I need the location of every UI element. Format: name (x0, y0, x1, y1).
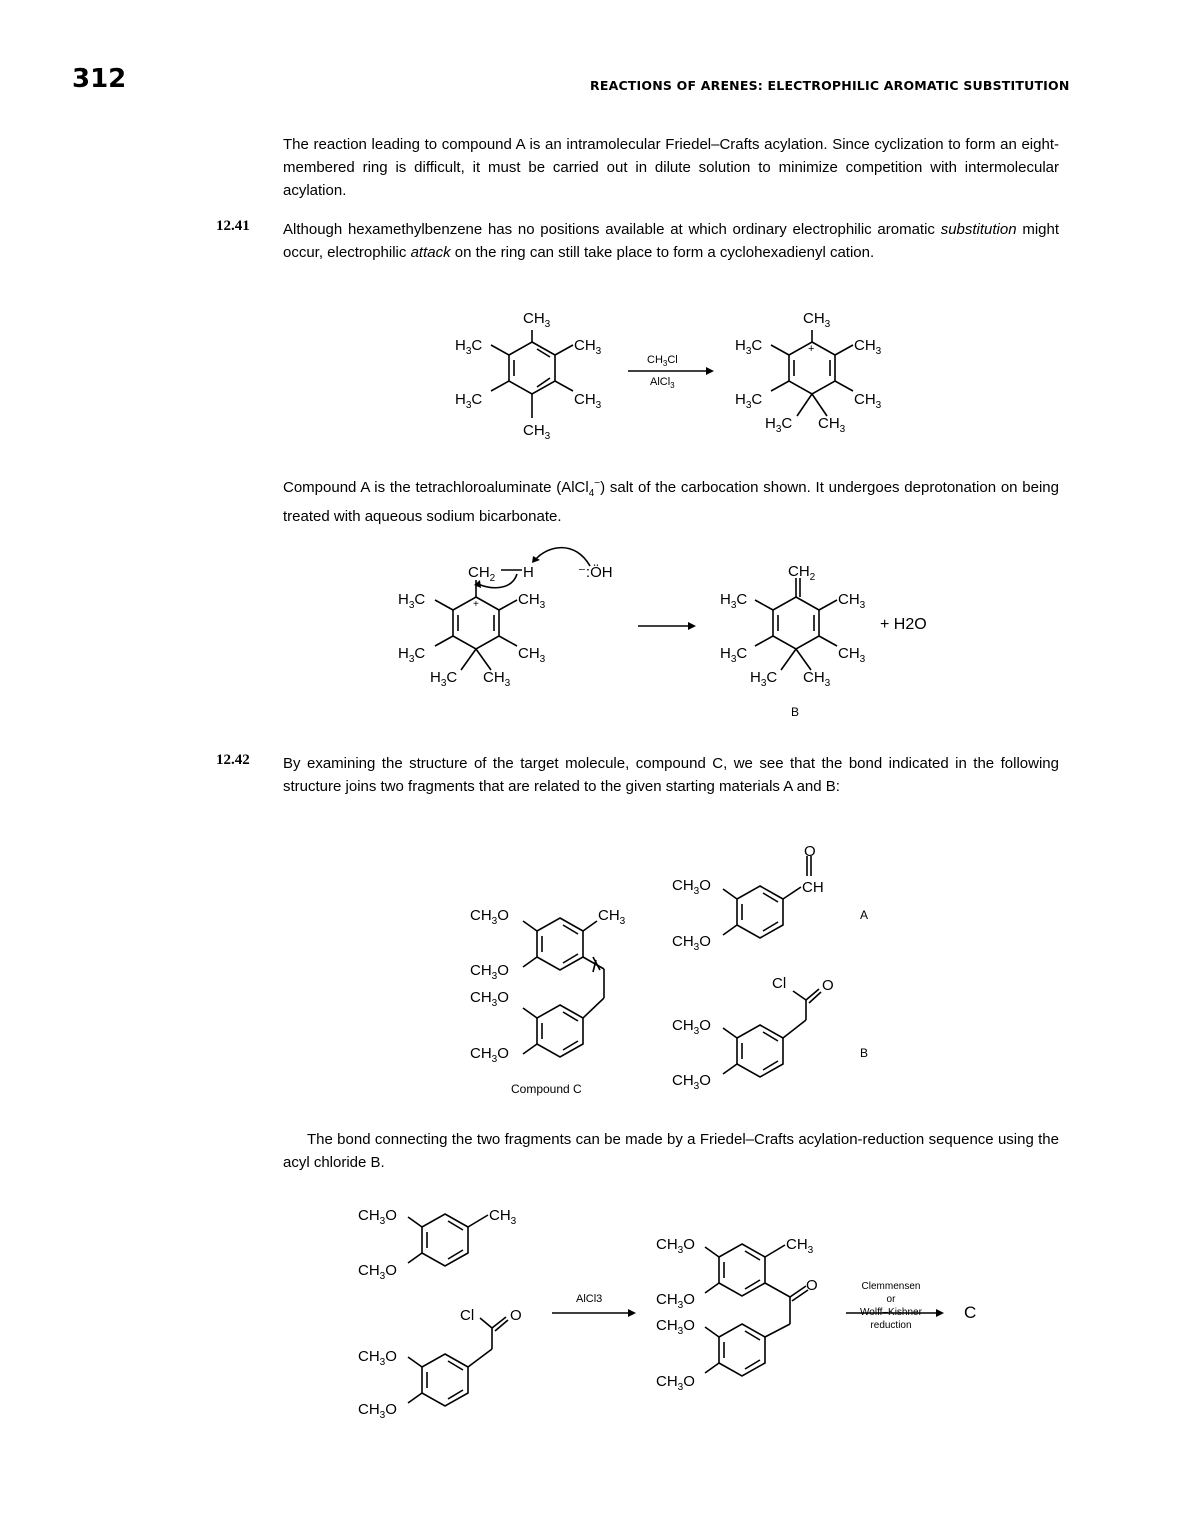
svg-text:O: O (510, 1307, 522, 1324)
svg-text:Cl: Cl (460, 1307, 475, 1324)
svg-text:H3C: $H_3C$ (765, 415, 793, 435)
product-label-b: B (791, 705, 800, 719)
svg-text:H3C: $H_3C$ (430, 669, 458, 689)
svg-text:O: O (806, 1277, 818, 1294)
reduction-line-4: reduction (870, 1320, 912, 1331)
svg-text:AlCl3: AlCl$_3$ (650, 376, 675, 390)
svg-text:CH3O: $CH_3O$ (656, 1291, 695, 1311)
svg-text:+: + (808, 343, 815, 355)
label-b: B (860, 1046, 869, 1060)
svg-text:CH3: $CH_3$ (574, 337, 602, 357)
svg-text:O: O (804, 843, 816, 860)
page-number: 312 (72, 64, 127, 94)
italic-substitution: substitution (940, 221, 1017, 238)
svg-text:CH3O: $CH_3O$ (672, 933, 711, 953)
svg-text:CH3: $CH_3$ (818, 415, 846, 435)
svg-text:CH3: $CH_3$ (838, 645, 866, 665)
svg-text:H3C: $H_3C$ (398, 645, 426, 665)
svg-text:CH2: $CH_2$ (468, 564, 496, 584)
reduction-conditions (846, 1280, 936, 1332)
svg-text:CH3: $CH_3$ (518, 591, 546, 611)
svg-text:CH3O: $CH_3O$ (672, 1072, 711, 1092)
svg-text:H: H (523, 564, 534, 581)
svg-text:CH3: $CH_3$ (598, 907, 626, 927)
svg-text:CH3Cl: $CH_3Cl$ (647, 354, 678, 368)
svg-text:CH3O: $CH_3O$ (470, 962, 509, 982)
svg-text:CH2: $CH_2$ (788, 563, 816, 583)
final-product-c: C (964, 1303, 977, 1322)
svg-text:O: O (822, 977, 834, 994)
reduction-line-1: Clemmensen (861, 1281, 921, 1292)
svg-text:Cl: Cl (772, 975, 787, 992)
text-part: might occur, electrophilic (283, 221, 1059, 261)
svg-text:CH3O: $CH_3O$ (672, 877, 711, 897)
svg-text:+: + (473, 599, 479, 610)
byproduct-water: + H2O (880, 616, 927, 633)
text-part: ) salt of the carbocation shown. It undergoes deprotonation on being treated with aqueous sodium bicarbonate. (283, 479, 1059, 525)
problem-number-12-42: 12.42 (216, 752, 250, 768)
svg-text:CH3O: $CH_3O$ (470, 1045, 509, 1065)
problem-number-12-41: 12.41 (216, 218, 250, 234)
text-part: Although hexamethylbenzene has no positions available at which ordinary electrophilic aromatic (283, 221, 941, 238)
reduction-line-2: or (886, 1294, 896, 1305)
svg-text:CH3O: $CH_3O$ (358, 1207, 397, 1227)
svg-text:CH: CH (802, 879, 824, 896)
svg-text:H3C: $H_3C$ (735, 337, 763, 357)
svg-text:CH3O: $CH_3O$ (470, 907, 509, 927)
svg-text:CH3O: $CH_3O$ (358, 1348, 397, 1368)
svg-text:H3C: $H_3C$ (398, 591, 426, 611)
problem-12-42-text-2: The bond connecting the two fragments can be made by a Friedel–Crafts acylation-reduction sequence using the acyl chloride B. (283, 1131, 1059, 1171)
svg-text:CH3O: $CH_3O$ (470, 989, 509, 1009)
reduction-line-3: Wolff–Kishner (860, 1307, 922, 1318)
svg-text:⁻:ÖH: ⁻:ÖH (578, 564, 613, 581)
text-part: on the ring can still take place to form a cyclohexadienyl cation. (450, 244, 875, 261)
svg-text:CH3: $CH_3$ (786, 1236, 814, 1256)
svg-text:CH3: $CH_3$ (854, 337, 882, 357)
reagent-alcl3: AlCl3 (576, 1293, 603, 1305)
svg-text:H3C: $H_3C$ (720, 591, 748, 611)
superscript-minus: − (594, 478, 601, 489)
intro-paragraph: The reaction leading to compound A is an intramolecular Friedel–Crafts acylation. Since cyclization to form an eight-membered ring is difficult, it must be carried out in dilute solution to minimize competition with intermolecular acylation. (283, 136, 1059, 199)
svg-text:H3C: $H_3C$ (720, 645, 748, 665)
svg-text:CH3: $CH_3$ (803, 669, 831, 689)
svg-text:CH3: $CH_3$ (574, 391, 602, 411)
svg-text:CH3O: $CH_3O$ (656, 1317, 695, 1337)
svg-text:H3C: $H_3C$ (455, 337, 483, 357)
svg-text:H3C: $H_3C$ (750, 669, 778, 689)
svg-text:CH3: $CH_3$ (518, 645, 546, 665)
running-head: REACTIONS OF ARENES: ELECTROPHILIC AROMATIC SUBSTITUTION (590, 78, 1070, 93)
problem-12-42-text: By examining the structure of the target molecule, compound C, we see that the bond indicated in the following structure joins two fragments that are related to the given starting materials A and B: (283, 755, 1059, 795)
text-part: Compound A is the tetrachloroaluminate (AlCl (283, 479, 589, 496)
svg-text:CH3: $CH_3$ (854, 391, 882, 411)
svg-text:H3C: $H_3C$ (455, 391, 483, 411)
svg-text:CH3: $CH_3$ (523, 310, 551, 330)
svg-text:CH3O: $CH_3O$ (672, 1017, 711, 1037)
svg-text:CH3: $CH_3$ (803, 310, 831, 330)
svg-text:CH3O: $CH_3O$ (358, 1401, 397, 1421)
subscript-4: 4 (588, 488, 595, 499)
svg-text:CH3O: $CH_3O$ (358, 1262, 397, 1282)
label-a: A (860, 908, 869, 922)
svg-text:CH3O: $CH_3O$ (656, 1236, 695, 1256)
svg-text:CH3: $CH_3$ (483, 669, 511, 689)
svg-text:CH3: $CH_3$ (523, 422, 551, 442)
svg-text:CH3: $CH_3$ (489, 1207, 517, 1227)
italic-attack: attack (410, 244, 451, 261)
compound-c-label: Compound C (511, 1082, 582, 1096)
svg-text:H3C: $H_3C$ (735, 391, 763, 411)
svg-text:CH3O: $CH_3O$ (656, 1373, 695, 1393)
svg-text:CH3: $CH_3$ (838, 591, 866, 611)
